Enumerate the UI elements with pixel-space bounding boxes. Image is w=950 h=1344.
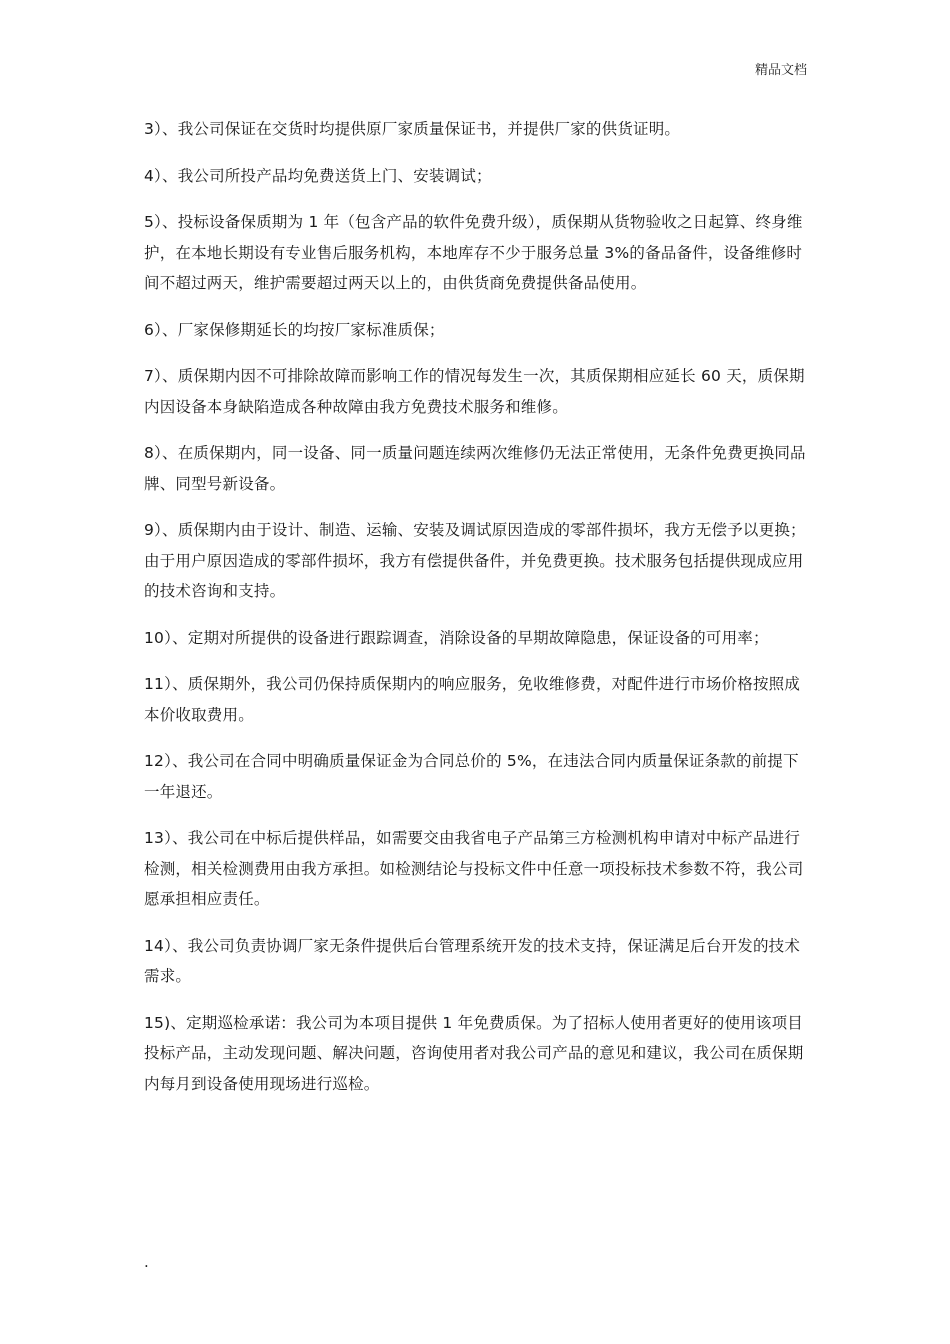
- paragraph-14: 14）、我公司负责协调厂家无条件提供后台管理系统开发的技术支持，保证满足后台开发的技术需求。: [144, 936, 801, 985]
- paragraph-4: 4）、我公司所投产品均免费送货上门、安装调试；: [144, 166, 492, 185]
- header-tag: 精品文档: [754, 63, 807, 78]
- paragraph-13: 13）、我公司在中标后提供样品，如需要交由我省电子产品第三方检测机构申请对中标产品进行检测，相关检测费用由我方承担。如检测结论与投标文件中任意一项投标技术参数不符，我公司愿承担相应责任。: [144, 829, 804, 908]
- paragraph-11: 11）、质保期外，我公司仍保持质保期内的响应服务，免收维修费，对配件进行市场价格按照成本价收取费用。: [144, 675, 801, 724]
- paragraph-10: 10）、定期对所提供的设备进行跟踪调查，消除设备的早期故障隐患，保证设备的可用率；: [144, 628, 769, 647]
- paragraph-8: 8）、在质保期内，同一设备、同一质量问题连续两次维修仍无法正常使用，无条件免费更换同品牌、同型号新设备。: [144, 444, 806, 493]
- paragraph-7: 7）、质保期内因不可排除故障而影响工作的情况每发生一次，其质保期相应延长 60 天，质保期内因设备本身缺陷造成各种故障由我方免费技术服务和维修。: [144, 367, 805, 416]
- paragraph-5: 5）、投标设备保质期为 1 年（包含产品的软件免费升级），质保期从货物验收之日起算、终身维护，在本地长期设有专业售后服务机构，本地库存不少于服务总量 3%的备品备件，设备维修时间不超过两天，维护需要超过两天以上的，由供货商免费提供备品使用。: [144, 213, 803, 292]
- paragraph-3: 3）、我公司保证在交货时均提供原厂家质量保证书，并提供厂家的供货证明。: [144, 120, 681, 138]
- document-body: [144, 114, 808, 1115]
- paragraph-6: 6）、厂家保修期延长的均按厂家标准质保；: [144, 320, 445, 339]
- paragraph-12: 12）、我公司在合同中明确质量保证金为合同总价的 5%，在违法合同内质量保证条款的前提下一年退还。: [144, 752, 799, 801]
- paragraph-9: 9）、质保期内由于设计、制造、运输、安装及调试原因造成的零部件损坏，我方无偿予以更换；由于用户原因造成的零部件损坏，我方有偿提供备件，并免费更换。技术服务包括提供现成应用的技术咨询和支持。: [144, 521, 806, 600]
- footer-mark: .: [144, 1253, 149, 1271]
- paragraph-15: 15)、定期巡检承诺：我公司为本项目提供 1 年免费质保。为了招标人使用者更好的使用该项目投标产品，主动发现问题、解决问题，咨询使用者对我公司产品的意见和建议，我公司在质保期内每月到设备使用现场进行巡检。: [144, 1013, 804, 1093]
